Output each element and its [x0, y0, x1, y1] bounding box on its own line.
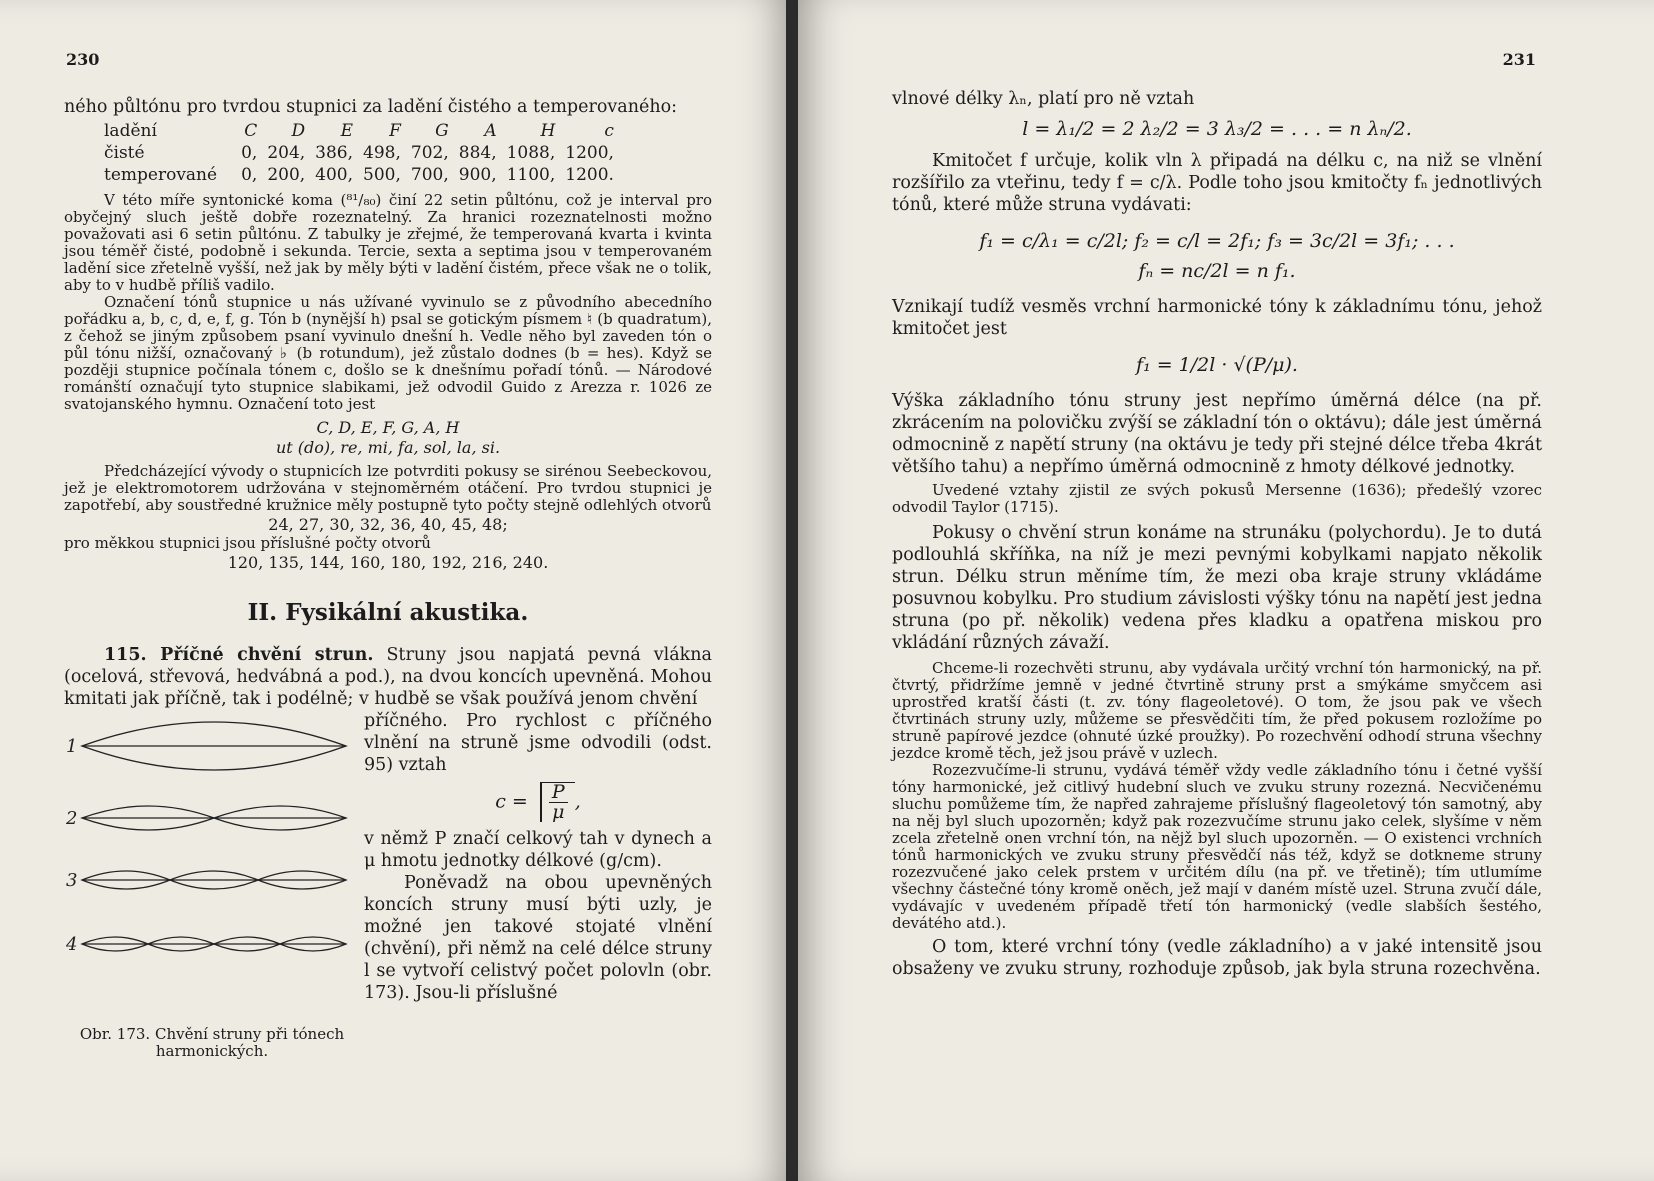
paragraph: Poněvadž na obou upevněných koncích struny musí býti uzly, je možné jen takové stojaté vlnění (chvění), při němž na celé délce struny l se vytvoří celistvý počet polovln (obr. 173). Jsou-li příslušné [364, 873, 712, 1003]
paragraph: Rozezvučíme-li strunu, vydává téměř vždy vedle základního tónu i četné vyšší tóny harmonické, jež citlivý hudební sluch ve zvuku struny rozezná. Necvičenému sluchu pomůžeme tím, že napřed zahrajeme příslušný flageoletový tón samotný, aby na něj byl sluch upozorněn; když pak rozezvučíme strunu jako celek, slyšíme v něm zcela zřetelně onen vrchní tón, na nějž byl sluch upozorněn. — O existenci vrchních tónů harmonických ve zvuku struny přesvědčí nás též, když se dotkneme struny rozezvučené jako celek prstem v určitém dílu (na př. ve třetině); tím utlumíme všechny částečné tóny kromě oněch, jež mají v daném místě uzel. Struna zvučí dále, vydávajíc v uvedeném případě třetí tón harmonický (vedle slabších šestého, devátého atd.). [892, 761, 1542, 932]
paragraph: pro měkkou stupnici jsou příslušné počty otvorů [64, 534, 431, 552]
section-title: II. Fysikální akustika. [247, 599, 529, 626]
table-cell: 0, [241, 143, 258, 163]
table-cell: E [340, 121, 354, 141]
table-cell: 498, [363, 143, 401, 163]
page-number: 230 [66, 50, 100, 69]
table-row [104, 164, 624, 186]
figure-area [64, 710, 712, 1070]
string-vibration-diagram [64, 710, 354, 1020]
figure-side-text [364, 710, 712, 1004]
figure-label: 1 [66, 736, 78, 757]
section-115-intro [64, 644, 712, 710]
figure-label: 4 [66, 934, 78, 955]
paragraph: Označení tónů stupnice u nás užívané vyvinulo se z původního abecedního pořádku a, b, c, d, e, f, g. Tón b (nynější h) psal se gotickým písmem ♮ (b quadratum), z čehož se jiným způsobem psaní vyvinulo dnešní h. Vedle něho byl zaveden tón o půl tónu nižší, označovaný ♭ (b rotundum), jež zůstalo dodnes (b = hes). Když se později stupnice počínala tónem c, došlo se k dnešnímu pořadí tónů. — Národové románští označují tyto stupnice slabikami, jež odvodil Guido z Arezza r. 1026 ze svatojanského hymnu. Označení toto jest [64, 293, 712, 413]
equation-frequencies: f₁ = c/λ₁ = c/2l; f₂ = c/l = 2f₁; f₃ = 3c/2l = 3f₁; . . . [979, 230, 1455, 252]
table-cell: 900, [458, 165, 497, 185]
table-cell: 1100, [506, 165, 556, 185]
table-cell: 1088, [506, 143, 556, 163]
table-cell: 386, [315, 143, 354, 163]
table-cell: C [244, 121, 258, 141]
row-label: ladění [104, 121, 157, 141]
equation-fn: fₙ = nc/2l = n f₁. [1138, 260, 1296, 282]
table-cell: A [484, 121, 497, 141]
formula-wave-speed: c = $\frac{P}{\mu}$ , [495, 781, 581, 823]
figure-label: 3 [66, 870, 78, 891]
row-label: čisté [104, 143, 145, 163]
right-text-column [892, 88, 1542, 980]
table-row [104, 120, 624, 142]
paragraph: O tom, které vrchní tóny (vedle základního) a v jaké intensitě jsou obsaženy ve zvuku struny, rozhoduje způsob, jak byla struna rozechvěna. [892, 937, 1542, 979]
paragraph: Pokusy o chvění strun konáme na strunáku (polychordu). Je to dutá podlouhlá skříňka, na níž je mezi pevnými kobylkami napjato několik strun. Délku strun měníme tím, že mezi oba kraje struny vkládáme posuvnou kobylku. Pro studium závislosti výšky tónu na napětí jest jedna struna (po př. několik) vedena přes kladku a opatřena miskou pro vkládání různých závaží. [892, 523, 1542, 653]
table-cell: 700, [410, 165, 449, 185]
table-cell: 884, [458, 143, 497, 163]
table-cell: 1200, [565, 143, 614, 163]
paragraph: Vznikají tudíž vesměs vrchní harmonické tóny k základnímu tónu, jehož kmitočet jest [892, 297, 1542, 339]
paragraph: V této míře syntonické koma (⁸¹/₈₀) činí 22 setin půltónu, což je interval pro obyčejný sluch ještě dobře rozeznatelný. Za hranici rozeznatelnosti možno považovati asi 6 setin půltónu. Z tabulky je zřejmé, že temperovaná kvarta i kvinta jsou téměř čisté, podobně i sekunda. Tercie, sexta a septima jsou v temperovaném ladění sice zřetelně vyšší, než jak by měly býti v ladění čistém, přece však ne o tolik, aby to v hudbě příliš vadilo. [64, 191, 712, 294]
solfege-line: ut (do), re, mi, fa, sol, la, si. [275, 438, 501, 457]
paragraph: vlnové délky λₙ, platí pro ně vztah [892, 89, 1195, 109]
paragraph: Uvedené vztahy zjistil ze svých pokusů Mersenne (1636); předešlý vzorec odvodil Taylor (1715). [892, 481, 1542, 516]
table-cell: 500, [363, 165, 401, 185]
paragraph: Chceme-li rozechvěti strunu, aby vydávala určitý vrchní tón harmonický, na př. čtvrtý, přidržíme jemně v jedné čtvrtině struny prst a smýkáme smyčcem asi uprostřed kratší části (t. zv. tóny flageoletové). O tom, že jsou pak ve všech čtvrtinách struny uzly, můžeme se přesvědčiti tím, že před pokusem rozložíme po struně papírové jezdce (ohnuté úzké proužky). Po rozechvění odhodí struna všechny jezdce kromě těch, jež jsou právě v uzlech. [892, 659, 1542, 762]
notes-line: C, D, E, F, G, A, H [316, 418, 460, 437]
table-cell: F [389, 121, 401, 141]
figure-caption: Obr. 173. Chvění struny při tónech harmonických. [79, 1025, 345, 1060]
section-115-heading: 115. Příčné chvění strun. [104, 645, 374, 665]
paragraph: Výška základního tónu struny jest nepřímo úměrná délce (na př. zkrácením na polovičku zvýší se základní tón o oktávu); dále jest úměrná odmocnině z napětí struny (na oktávu je tedy při stejné délce třeba 4krát většího tahu) a nepřímo úměrná odmocnině z hmoty délkové jednotky. [892, 391, 1542, 477]
table-cell: 0, [241, 165, 258, 185]
left-text-column [64, 96, 712, 1070]
paragraph: příčného. Pro rychlost c příčného vlnění na struně jsme odvodili (odst. 95) vztah [364, 711, 712, 775]
tuning-table [104, 120, 624, 186]
table-cell: 204, [267, 143, 306, 163]
left-page [0, 0, 790, 1181]
intro-line: ného půltónu pro tvrdou stupnici za ladění čistého a temperovaného: [64, 97, 678, 117]
paragraph: Kmitočet f určuje, kolik vln λ připadá na délku c, na niž se vlnění rozšířilo za vteřinu, tedy f = c/λ. Podle toho jsou kmitočty fₙ jednotlivých tónů, které může struna vydávati: [892, 151, 1542, 215]
hole-sequence-minor: 120, 135, 144, 160, 180, 192, 216, 240. [227, 553, 549, 572]
equation-f1: f₁ = 1/2l · √(P/μ). [1136, 354, 1298, 376]
paragraph: v němž P značí celkový tah v dynech a μ hmotu jednotky délkové (g/cm). [364, 829, 712, 871]
row-label: temperované [104, 165, 218, 185]
sqrt-expression: $\frac{P}{\mu}$ [540, 782, 575, 822]
table-cell: c [604, 121, 614, 141]
page-number: 231 [1502, 50, 1536, 69]
table-cell: 1200. [565, 165, 614, 185]
table-cell: H [540, 121, 556, 141]
equation-wavelengths: l = λ₁/2 = 2 λ₂/2 = 3 λ₃/2 = . . . = n λₙ/2. [1022, 118, 1412, 140]
table-cell: 702, [410, 143, 449, 163]
table-cell: 400, [315, 165, 354, 185]
right-page [798, 0, 1654, 1181]
table-cell: G [435, 121, 449, 141]
hole-sequence-major: 24, 27, 30, 32, 36, 40, 45, 48; [268, 515, 508, 534]
paragraph: Předcházející vývody o stupnicích lze potvrditi pokusy se sirénou Seebeckovou, jež je elektromotorem udržována v stejnoměrném otáčení. Pro tvrdou stupnici je zapotřebí, aby soustředné kružnice měly postupně tyto počty stejně odlehlých otvorů [64, 462, 712, 514]
figure-173 [64, 710, 354, 1070]
figure-label: 2 [66, 808, 78, 829]
table-row [104, 142, 624, 164]
table-cell: 200, [267, 165, 306, 185]
section-115-text: Struny jsou napjatá pevná vlákna (ocelová, střevová, hedvábná a pod.), na dvou koncích upevněná. Mohou kmitati jak příčně, tak i podélně; v hudbě se však používá jenom chvění [64, 645, 712, 709]
formula-lhs: c = [495, 790, 528, 813]
table-cell: D [291, 121, 306, 141]
